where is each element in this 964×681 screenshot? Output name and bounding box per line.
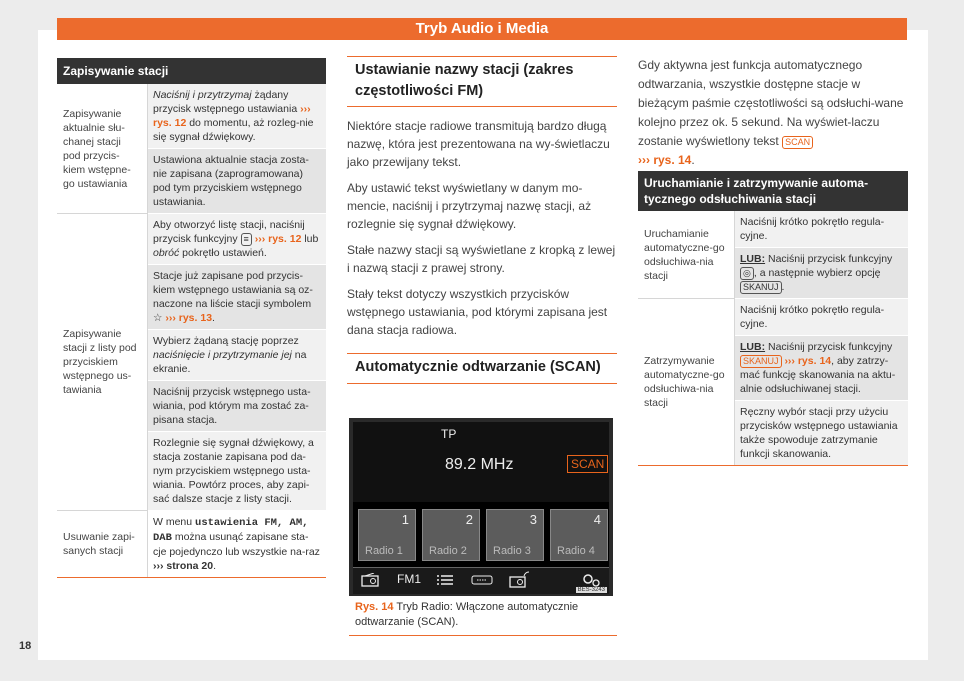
preset-button[interactable]: 3 Radio 3 <box>486 509 544 561</box>
page-number: 18 <box>19 640 32 652</box>
table-cell: Stacje już zapisane pod przycis-kiem wstępnego ustawiania są oz-naczone na liście stacji symbolem ☆ ››› rys. 13. <box>148 265 327 330</box>
table-title: Uruchamianie i zatrzymywanie automa-tycznego odsłuchiwania stacji <box>638 171 908 211</box>
list-icon: ≡ <box>241 233 252 246</box>
radio-scan-icon[interactable] <box>509 571 531 589</box>
frequency-display: 89.2 MHz <box>445 456 514 473</box>
tp-indicator: TP <box>441 427 457 441</box>
table-row <box>57 511 326 578</box>
radio-function-bar <box>353 567 609 594</box>
figure-ref[interactable]: ››› rys. 12 <box>254 233 302 245</box>
skanuj-button[interactable]: SKANUJ <box>740 355 782 368</box>
paragraph: Aby ustawić tekst wyświetlany w danym mo-mencie, naciśnij i przytrzymaj nazwę stacji, aż rozlegnie się sygnał dźwiękowy. <box>347 181 592 231</box>
figure-ref[interactable]: ››› rys. 14 <box>638 153 692 167</box>
section-title: Automatycznie odtwarzanie (SCAN) <box>347 353 617 384</box>
scan-section <box>347 353 617 384</box>
table-cell: LUB: Naciśnij przycisk funkcyjny SKANUJ ››› rys. 14, aby zatrzy-mać funkcję skanowania na aktu-alnie odsłuchiwanej stacji. <box>735 336 909 401</box>
table-cell: Naciśnij krótko pokrętło regula-cyjne. <box>735 211 909 248</box>
row-label: Usuwanie zapi-sanych stacji <box>57 511 148 578</box>
table-cell: Aby otworzyć listę stacji, naciśnij przycisk funkcyjny ≡ ››› rys. 12 lub obróć pokrętło ustawień. <box>148 214 327 265</box>
table-cell: Naciśnij przycisk wstępnego usta-wiania, pod którym ma zostać za-pisana stacja. <box>148 381 327 432</box>
row-label: Zapisywanie stacji z listy pod przyciskiem wstępnego us-tawiania <box>57 214 148 511</box>
figure-code: BES-3243 <box>577 587 605 593</box>
figure-caption: Rys. 14 Tryb Radio: Włączone automatycznie odtwarzanie (SCAN). <box>349 596 617 636</box>
figure-ref[interactable]: ››› rys. 12 <box>153 103 311 129</box>
section-body <box>347 107 617 339</box>
table-title: Zapisywanie stacji <box>57 58 326 84</box>
scan-indicator: SCAN <box>567 455 608 473</box>
table-cell: Rozlegnie się sygnał dźwiękowy, a stacja zostanie zapisana pod da-nym przyciskiem wstępnego usta-wiania. Powtórz proces, aby zapi-sać dalsze stacje z listy stacji. <box>148 432 327 511</box>
right-column <box>638 56 908 170</box>
scan-control-table <box>638 211 908 466</box>
skanuj-button[interactable]: SKANUJ <box>740 281 782 294</box>
paragraph: Stałe nazwy stacji są wyświetlane z kropką z lewej i nazwą stacji z prawej strony. <box>347 243 616 275</box>
table-row <box>57 214 326 265</box>
preset-button[interactable]: 4 Radio 4 <box>550 509 608 561</box>
table-cell: W menu ustawienia FM, AM, DAB można usunąć zapisane sta-cje pojedynczo lub wszystkie na-raz ››› strona 20. <box>148 511 327 578</box>
page-ref[interactable]: ››› strona 20 <box>153 560 214 572</box>
chapter-header: Tryb Audio i Media <box>57 18 907 40</box>
row-label: Zapisywanie aktualnie słu-chanej stacji pod przycis-kiem wstępne-go ustawiania <box>57 84 148 214</box>
table-cell: Ustawiona aktualnie stacja zosta-nie zapisana (zaprogramowana) pod tym przyciskiem wstępnego ustawiania. <box>148 149 327 214</box>
paragraph: Stały tekst dotyczy wszystkich przycisków wstępnego ustawiania, pod którymi zapisana jest dana stacja radiowa. <box>347 287 608 337</box>
table-row <box>638 299 908 336</box>
table-cell: Naciśnij krótko pokrętło regula-cyjne. <box>735 299 909 336</box>
list-icon[interactable] <box>437 574 453 586</box>
table-cell: Ręczny wybór stacji przy użyciu przycisków wstępnego ustawiania także spowoduje zatrzymanie funkcji skanowania. <box>735 401 909 466</box>
figure-ref: Rys. 14 <box>355 601 394 613</box>
table-cell: Wybierz żądaną stację poprzez naciśnięcie i przytrzymanie jej na ekranie. <box>148 330 327 381</box>
right-table-block <box>638 171 908 466</box>
star-icon: ☆ <box>153 312 163 324</box>
left-column <box>57 58 326 578</box>
scan-settings-icon: ◎ <box>740 267 754 280</box>
paragraph: Niektóre stacje radiowe transmitują bardzo długą nazwę, która jest prezentowana na wy-świetlaczu jako przewijany tekst. <box>347 119 610 169</box>
radio-screen-figure <box>349 418 613 596</box>
preset-button[interactable]: 1 Radio 1 <box>358 509 416 561</box>
row-label: Uruchamianie automatyczne-go odsłuchiwa-nia stacji <box>638 211 735 299</box>
radio-icon[interactable] <box>361 573 379 587</box>
table-cell: Naciśnij i przytrzymaj żądany przycisk wstępnego ustawiania ››› rys. 12 do momentu, aż rozleg-nie się sygnał dźwiękowy. <box>148 84 327 149</box>
scan-label: SCAN <box>782 136 813 149</box>
section-title: Ustawianie nazwy stacji (zakres częstotliwości FM) <box>347 56 617 107</box>
table-row <box>57 84 326 149</box>
band-button[interactable]: FM1 <box>397 572 421 586</box>
table-row <box>638 211 908 248</box>
middle-column <box>347 56 617 339</box>
settings-gear-icon[interactable] <box>581 573 601 587</box>
paragraph: Gdy aktywna jest funkcja automatycznego odtwarzania, wszystkie dostępne stacje w bieżącym paśmie częstotliwości są odsłuchi-wane kolejno przez ok. 5 sekund. Na wyświet-laczu zostanie wyświetlony tekst SCAN ››› rys. 14. <box>638 58 904 167</box>
presets-icon[interactable] <box>471 575 493 585</box>
figure-ref[interactable]: ››› rys. 13 <box>165 312 213 324</box>
row-label: Zatrzymywanie automatyczne-go odsłuchiwa-nia stacji <box>638 299 735 466</box>
preset-button[interactable]: 2 Radio 2 <box>422 509 480 561</box>
save-stations-table <box>57 84 326 578</box>
figure-ref[interactable]: ››› rys. 14 <box>784 355 832 367</box>
table-cell: LUB: Naciśnij przycisk funkcyjny ◎ , a następnie wybierz opcję SKANUJ . <box>735 248 909 299</box>
